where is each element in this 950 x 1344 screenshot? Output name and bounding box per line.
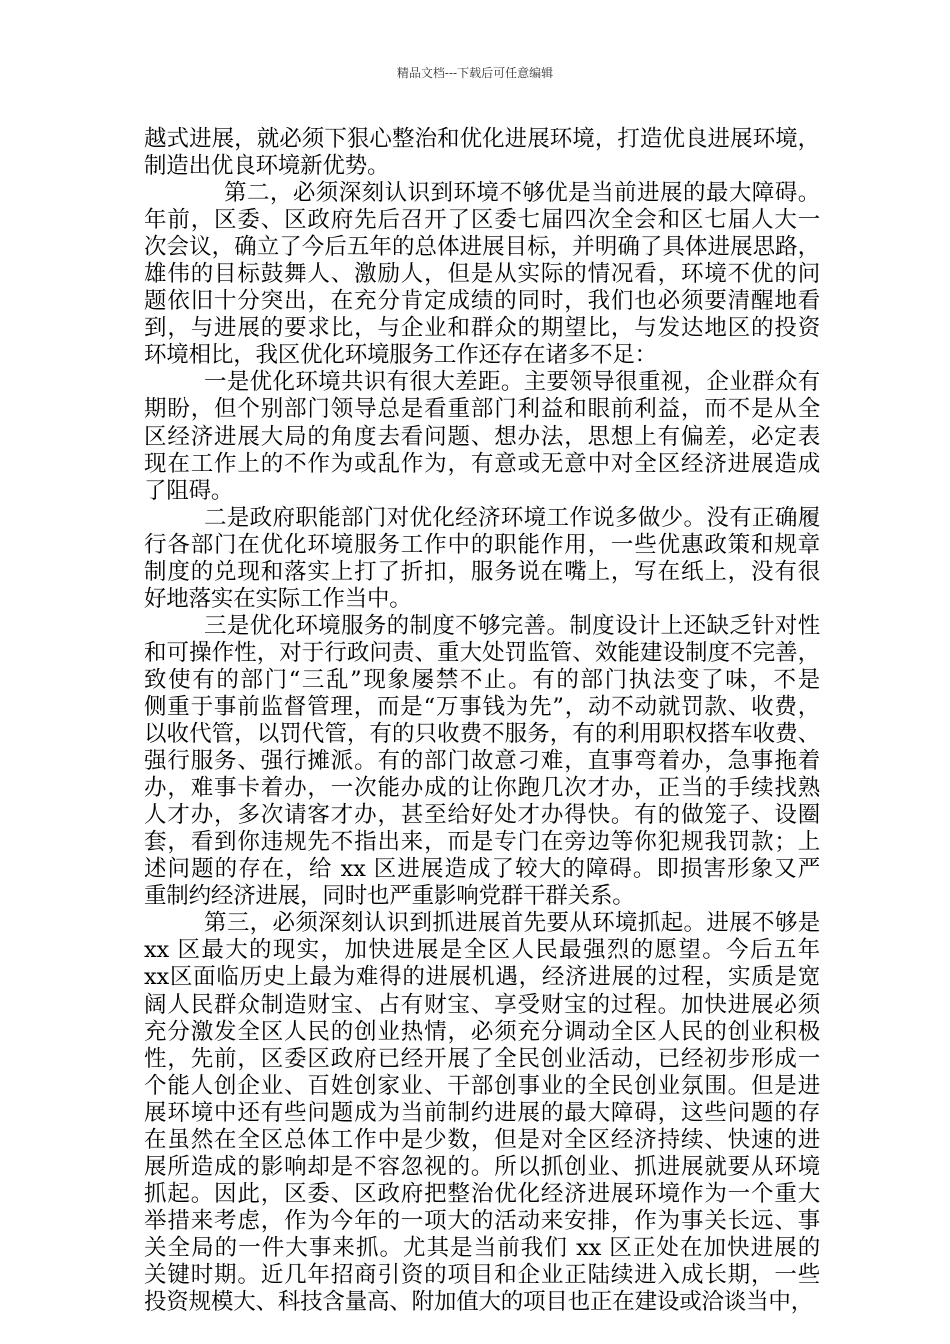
text-line: 在虽然在全区总体工作中是少数，但是对全区经济持续、快速的进 xyxy=(144,1126,820,1153)
text-line: 套，看到你违规先不指出来，而是专门在旁边等你犯规我罚款；上 xyxy=(144,829,820,856)
text-line: 制造出优良环境新优势。 xyxy=(144,153,390,180)
text-line: 到，与进展的要求比，与企业和群众的期望比，与发达地区的投资 xyxy=(144,315,820,342)
text-line: 好地落实在实际工作当中。 xyxy=(144,585,412,612)
text-line: 展所造成的影响却是不容忽视的。所以抓创业、抓进展就要从环境 xyxy=(144,1153,820,1180)
text-line: 投资规模大、科技含量高、附加值大的项目也正在建设或洽谈当中， xyxy=(144,1289,814,1316)
text-line: 第二，必须深刻认识到环境不够优是当前进展的最大障碍。 xyxy=(224,180,820,207)
text-line: 关键时期。近几年招商引资的项目和企业正陆续进入成长期，一些 xyxy=(144,1261,820,1288)
text-line: 制度的兑现和落实上打了折扣，服务说在嘴上，写在纸上，没有很 xyxy=(144,558,820,585)
paragraph xyxy=(144,910,820,1316)
text-line: 以收代管，以罚代管，有的只收费不服务，有的利用职权搭车收费、 xyxy=(144,721,820,748)
text-line: 了阻碍。 xyxy=(144,477,234,504)
text-line: 雄伟的目标鼓舞人、激励人，但是从实际的情况看，环境不优的问 xyxy=(144,261,820,288)
paragraph xyxy=(144,180,820,369)
text-line: 行各部门在优化环境服务工作中的职能作用，一些优惠政策和规章 xyxy=(144,531,820,558)
text-line: 第三，必须深刻认识到抓进展首先要从环境抓起。进展不够是 xyxy=(204,910,820,937)
text-line: 和可操作性，对于行政问责、重大处罚监管、效能建设制度不完善， xyxy=(144,639,820,666)
text-line: 办，难事卡着办，一次能办成的让你跑几次才办，正当的手续找熟 xyxy=(144,775,820,802)
text-line: 展环境中还有些问题成为当前制约进展的最大障碍，这些问题的存 xyxy=(144,1099,820,1126)
text-line: 次会议，确立了今后五年的总体进展目标，并明确了具体进展思路， xyxy=(144,234,820,261)
paragraph xyxy=(144,369,820,504)
paragraph xyxy=(144,613,820,911)
text-line: 区经济进展大局的角度去看问题、想办法，思想上有偏差，必定表 xyxy=(144,423,820,450)
text-line: 现在工作上的不作为或乱作为，有意或无意中对全区经济进展造成 xyxy=(144,450,820,477)
text-line: 年前，区委、区政府先后召开了区委七届四次全会和区七届人大一 xyxy=(144,207,820,234)
paragraph xyxy=(144,505,820,613)
text-line: 举措来考虑，作为今年的一项大的活动来安排，作为事关长远、事 xyxy=(144,1207,820,1234)
text-line: xx区面临历史上最为难得的进展机遇，经济进展的过程，实质是宽 xyxy=(144,964,820,991)
text-line: xx 区最大的现实，加快进展是全区人民最强烈的愿望。今后五年 xyxy=(144,937,820,964)
text-line: 抓起。因此，区委、区政府把整治优化经济进展环境作为一个重大 xyxy=(144,1180,820,1207)
text-line: 个能人创企业、百姓创家业、干部创事业的全民创业氛围。但是进 xyxy=(144,1072,820,1099)
text-line: 阔人民群众制造财宝、占有财宝、享受财宝的过程。加快进展必须 xyxy=(144,991,820,1018)
page-header: 精品文档---下载后可任意编辑 xyxy=(396,66,554,80)
text-line: 人才办，多次请客才办，甚至给好处才办得快。有的做笼子、设圈 xyxy=(144,802,820,829)
text-line: 充分激发全区人民的创业热情，必须充分调动全区人民的创业积极 xyxy=(144,1018,820,1045)
text-line: 重制约经济进展，同时也严重影响党群干群关系。 xyxy=(144,883,635,910)
text-line: 期盼，但个别部门领导总是看重部门利益和眼前利益，而不是从全 xyxy=(144,396,820,423)
text-line: 越式进展，就必须下狠心整治和优化进展环境，打造优良进展环境， xyxy=(144,126,820,152)
text-line: 三是优化环境服务的制度不够完善。制度设计上还缺乏针对性 xyxy=(204,612,820,639)
text-line: 二是政府职能部门对优化经济环境工作说多做少。没有正确履 xyxy=(204,504,820,531)
text-line: 题依旧十分突出，在充分肯定成绩的同时，我们也必须要清醒地看 xyxy=(144,288,820,315)
text-line: 一是优化环境共识有很大差距。主要领导很重视，企业群众有 xyxy=(204,369,820,396)
text-line: 强行服务、强行摊派。有的部门故意刁难，直事弯着办，急事拖着 xyxy=(144,748,820,775)
text-line: 性，先前，区委区政府已经开展了全民创业活动，已经初步形成一 xyxy=(144,1045,820,1072)
text-line: 述问题的存在，给 xx 区进展造成了较大的障碍。即损害形象又严 xyxy=(144,856,820,883)
text-line: 侧重于事前监督管理，而是“万事钱为先”，动不动就罚款、收费， xyxy=(144,693,820,720)
text-line: 关全局的一件大事来抓。尤其是当前我们 xx 区正处在加快进展的 xyxy=(144,1234,820,1261)
document-body xyxy=(144,126,820,1316)
text-line: 环境相比，我区优化环境服务工作还存在诸多不足： xyxy=(144,342,657,369)
paragraph xyxy=(144,126,820,180)
text-line: 致使有的部门“三乱”现象屡禁不止。有的部门执法变了味，不是 xyxy=(144,666,820,693)
